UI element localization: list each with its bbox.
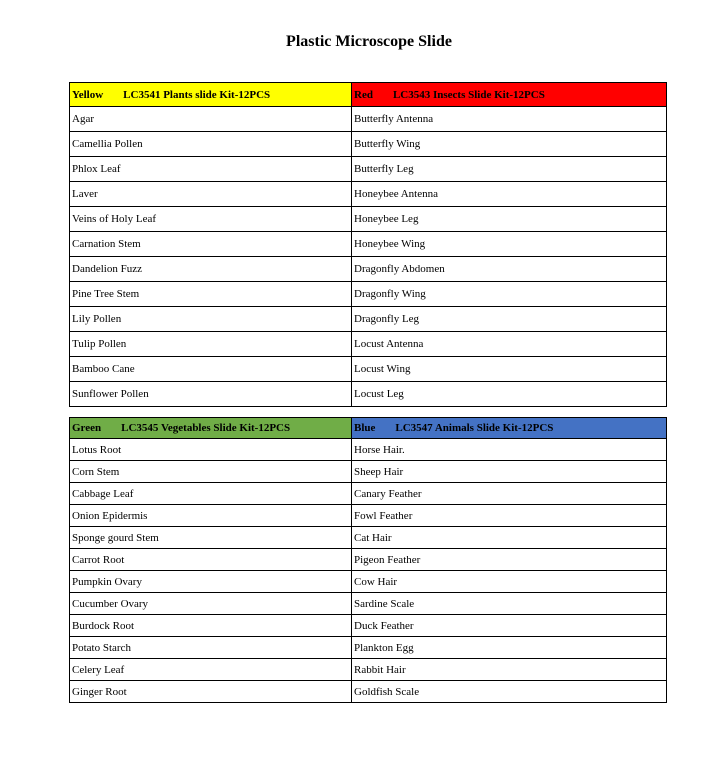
table-cell: Carrot Root bbox=[70, 549, 352, 571]
table-row bbox=[70, 232, 667, 257]
table-cell: Dragonfly Wing bbox=[352, 282, 667, 307]
table-cell: Horse Hair. bbox=[352, 439, 667, 461]
table-cell: Tulip Pollen bbox=[70, 332, 352, 357]
table-cell: Butterfly Leg bbox=[352, 157, 667, 182]
header-color-label: Blue bbox=[354, 422, 376, 434]
table-row bbox=[70, 637, 667, 659]
table-row bbox=[70, 207, 667, 232]
header-color-label: Green bbox=[72, 422, 102, 434]
table-cell: Butterfly Wing bbox=[352, 132, 667, 157]
table-row bbox=[70, 659, 667, 681]
table-cell: Sunflower Pollen bbox=[70, 382, 352, 407]
table-cell: Locust Wing bbox=[352, 357, 667, 382]
table-row bbox=[70, 357, 667, 382]
table-row bbox=[70, 505, 667, 527]
table-cell: Sponge gourd Stem bbox=[70, 527, 352, 549]
header-insects-kit bbox=[352, 83, 667, 107]
table-row bbox=[70, 483, 667, 505]
header-color-label: Yellow bbox=[72, 88, 104, 101]
table-row bbox=[70, 615, 667, 637]
table-cell: Plankton Egg bbox=[352, 637, 667, 659]
table-cell: Honeybee Leg bbox=[352, 207, 667, 232]
table-cell: Fowl Feather bbox=[352, 505, 667, 527]
header-kit-label: LC3545 Vegetables Slide Kit-12PCS bbox=[121, 422, 291, 434]
header-plants-kit bbox=[70, 83, 352, 107]
slide-kit-table-top bbox=[69, 82, 667, 407]
table-cell: Honeybee Antenna bbox=[352, 182, 667, 207]
table-cell: Burdock Root bbox=[70, 615, 352, 637]
header-kit-label: LC3541 Plants slide Kit-12PCS bbox=[123, 88, 271, 101]
table-cell: Cat Hair bbox=[352, 527, 667, 549]
table-row bbox=[70, 439, 667, 461]
table-cell: Pumpkin Ovary bbox=[70, 571, 352, 593]
table-cell: Duck Feather bbox=[352, 615, 667, 637]
table-row bbox=[70, 593, 667, 615]
table-row bbox=[70, 527, 667, 549]
table-cell: Dragonfly Leg bbox=[352, 307, 667, 332]
table-cell: Cow Hair bbox=[352, 571, 667, 593]
table-cell: Cabbage Leaf bbox=[70, 483, 352, 505]
table-cell: Carnation Stem bbox=[70, 232, 352, 257]
table-row bbox=[70, 681, 667, 703]
table-cell: Agar bbox=[70, 107, 352, 132]
header-vegetables-kit bbox=[70, 418, 352, 439]
table-header-row bbox=[70, 418, 667, 439]
table-row bbox=[70, 282, 667, 307]
slide-kit-table-bottom bbox=[69, 417, 667, 703]
table-cell: Sheep Hair bbox=[352, 461, 667, 483]
table-header-row bbox=[70, 83, 667, 107]
table-cell: Pigeon Feather bbox=[352, 549, 667, 571]
table-cell: Dandelion Fuzz bbox=[70, 257, 352, 282]
table-cell: Corn Stem bbox=[70, 461, 352, 483]
table-cell: Pine Tree Stem bbox=[70, 282, 352, 307]
table-cell: Locust Antenna bbox=[352, 332, 667, 357]
table-cell: Potato Starch bbox=[70, 637, 352, 659]
table-cell: Canary Feather bbox=[352, 483, 667, 505]
table-row bbox=[70, 182, 667, 207]
table-row bbox=[70, 307, 667, 332]
header-kit-label: LC3543 Insects Slide Kit-12PCS bbox=[392, 88, 545, 101]
table-row bbox=[70, 107, 667, 132]
table-cell: Goldfish Scale bbox=[352, 681, 667, 703]
table-row bbox=[70, 461, 667, 483]
table-cell: Locust Leg bbox=[352, 382, 667, 407]
table-row bbox=[70, 549, 667, 571]
table-row bbox=[70, 571, 667, 593]
table-cell: Rabbit Hair bbox=[352, 659, 667, 681]
table-cell: Onion Epidermis bbox=[70, 505, 352, 527]
table-cell: Camellia Pollen bbox=[70, 132, 352, 157]
table-cell: Laver bbox=[70, 182, 352, 207]
table-cell: Lily Pollen bbox=[70, 307, 352, 332]
header-animals-kit bbox=[352, 418, 667, 439]
table-row bbox=[70, 332, 667, 357]
table-cell: Bamboo Cane bbox=[70, 357, 352, 382]
header-kit-label: LC3547 Animals Slide Kit-12PCS bbox=[395, 422, 554, 434]
table-cell: Veins of Holy Leaf bbox=[70, 207, 352, 232]
table-cell: Honeybee Wing bbox=[352, 232, 667, 257]
table-row bbox=[70, 257, 667, 282]
page-title: Plastic Microscope Slide bbox=[286, 33, 452, 50]
table-cell: Butterfly Antenna bbox=[352, 107, 667, 132]
table-cell: Sardine Scale bbox=[352, 593, 667, 615]
table-cell: Phlox Leaf bbox=[70, 157, 352, 182]
table-cell: Lotus Root bbox=[70, 439, 352, 461]
table-cell: Ginger Root bbox=[70, 681, 352, 703]
table-row bbox=[70, 382, 667, 407]
table-cell: Cucumber Ovary bbox=[70, 593, 352, 615]
header-color-label: Red bbox=[354, 88, 373, 101]
table-row bbox=[70, 132, 667, 157]
table-row bbox=[70, 157, 667, 182]
table-cell: Dragonfly Abdomen bbox=[352, 257, 667, 282]
table-cell: Celery Leaf bbox=[70, 659, 352, 681]
